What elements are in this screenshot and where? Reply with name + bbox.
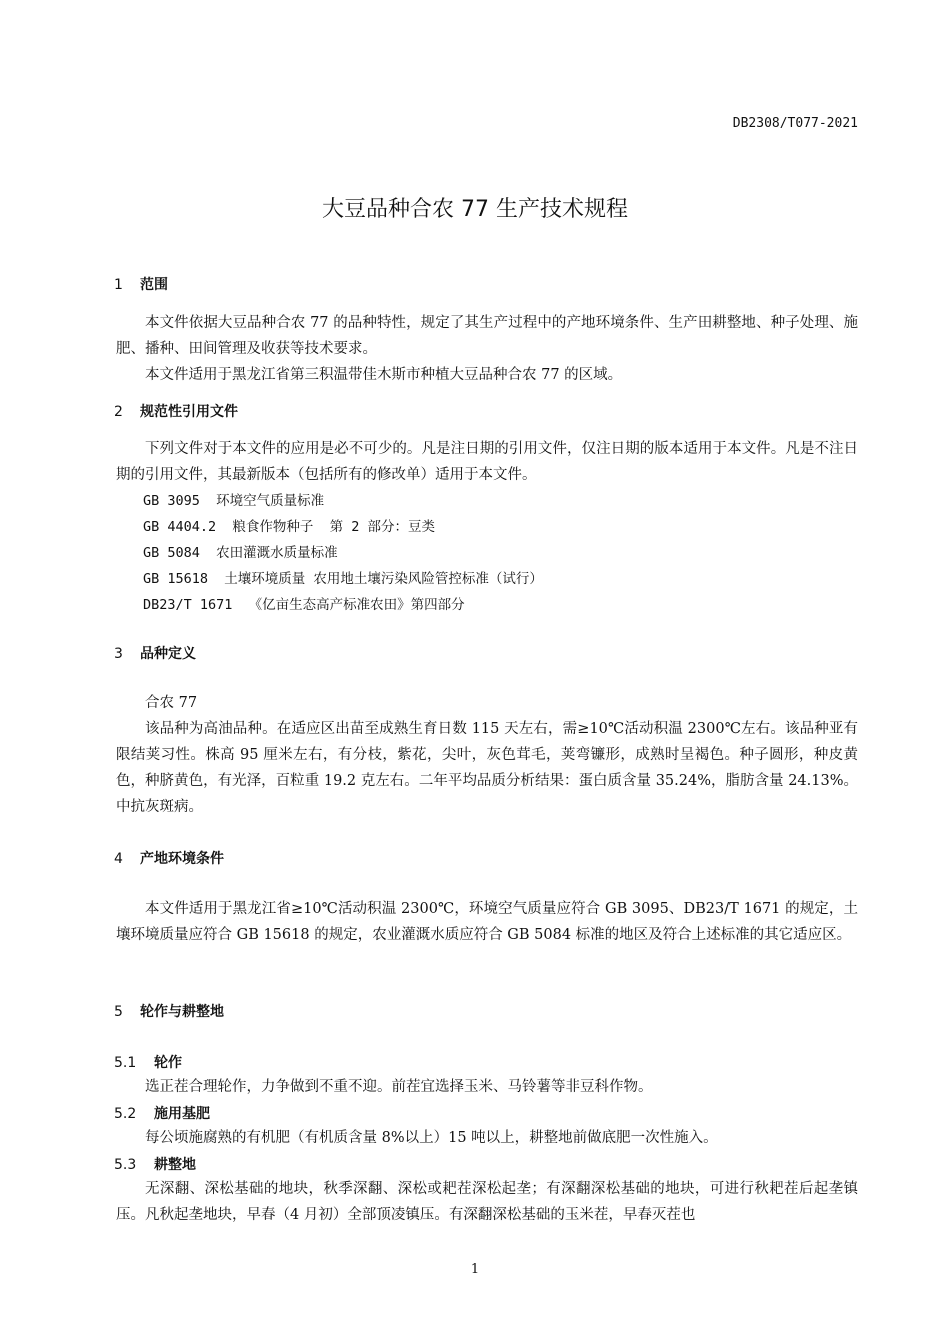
page-number: 1 xyxy=(470,1262,480,1277)
section-number: 1 xyxy=(114,277,123,293)
section-title: 品种定义 xyxy=(140,646,196,662)
subsection-5-3-heading xyxy=(114,1154,196,1174)
section-title: 规范性引用文件 xyxy=(140,404,238,420)
paragraph: 该品种为高油品种。在适应区出苗至成熟生育日数 115 天左右，需≥10℃活动积温 2300℃左右。该品种亚有限结荚习性。株高 95 厘米左右，有分枝，紫花，尖叶，灰色茸毛，荚弯镰形，成熟时呈褐色。种子圆形，种皮黄色，种脐黄色，有光泽，百粒重 19.2 克左右。二年平均品质分析结果：蛋白质含量 35.24%，脂肪含量 24.13%。中抗灰斑病。 xyxy=(116,721,858,815)
section-title: 轮作与耕整地 xyxy=(140,1004,224,1020)
subsection-number: 5.3 xyxy=(114,1157,137,1173)
section-1-body xyxy=(116,310,858,388)
subsection-number: 5.1 xyxy=(114,1055,137,1071)
subsection-5-2-body xyxy=(116,1125,858,1151)
section-title: 范围 xyxy=(140,277,168,293)
paragraph: 无深翻、深松基础的地块，秋季深翻、深松或耙茬深松起垄；有深翻深松基础的地块，可进行秋耙茬后起垄镇压。凡秋起垄地块，早春（4 月初）全部顶凌镇压。有深翻深松基础的玉米茬，早春灭茬也 xyxy=(116,1181,858,1223)
subsection-title: 轮作 xyxy=(154,1055,182,1071)
section-5-heading xyxy=(114,1001,224,1021)
paragraph: 下列文件对于本文件的应用是必不可少的。凡是注日期的引用文件，仅注日期的版本适用于本文件。凡是不注日期的引用文件，其最新版本（包括所有的修改单）适用于本文件。 xyxy=(116,441,858,483)
section-number: 4 xyxy=(114,851,123,867)
subsection-5-1-body xyxy=(116,1074,858,1100)
subsection-title: 耕整地 xyxy=(154,1157,196,1173)
reference-list xyxy=(116,488,858,618)
subsection-title: 施用基肥 xyxy=(154,1106,210,1122)
section-3-heading xyxy=(114,643,196,663)
section-title: 产地环境条件 xyxy=(140,851,224,867)
section-4-body xyxy=(116,896,858,948)
reference-item: GB 4404.2 粮食作物种子 第 2 部分：豆类 xyxy=(143,519,436,535)
paragraph: 每公顷施腐熟的有机肥（有机质含量 8%以上）15 吨以上，耕整地前做底肥一次性施入。 xyxy=(145,1130,718,1146)
reference-item: GB 3095 环境空气质量标准 xyxy=(143,493,325,509)
subsection-number: 5.2 xyxy=(114,1106,137,1122)
section-number: 5 xyxy=(114,1004,123,1020)
subsection-5-2-heading xyxy=(114,1103,210,1123)
section-4-heading xyxy=(114,848,224,868)
reference-item: DB23/T 1671 《亿亩生态高产标准农田》第四部分 xyxy=(143,597,465,613)
section-number: 3 xyxy=(114,646,123,662)
paragraph: 本文件适用于黑龙江省第三积温带佳木斯市种植大豆品种合农 77 的区域。 xyxy=(145,367,623,383)
section-3-body xyxy=(116,690,858,820)
subsection-5-3-body xyxy=(116,1176,858,1228)
paragraph: 选正茬合理轮作，力争做到不重不迎。前茬宜选择玉米、马铃薯等非豆科作物。 xyxy=(145,1079,653,1095)
section-1-heading xyxy=(114,274,168,294)
document-code: DB2308/T077-2021 xyxy=(732,116,858,131)
reference-item: GB 5084 农田灌溉水质量标准 xyxy=(143,545,338,561)
document-title: 大豆品种合农 77 生产技术规程 xyxy=(322,197,628,222)
reference-item: GB 15618 土壤环境质量 农用地土壤污染风险管控标准（试行） xyxy=(143,571,543,587)
variety-term: 合农 77 xyxy=(145,695,198,711)
paragraph: 本文件适用于黑龙江省≥10℃活动积温 2300℃，环境空气质量应符合 GB 3095、DB23/T 1671 的规定，土壤环境质量应符合 GB 15618 的规定，农业灌溉水质应符合 GB 5084 标准的地区及符合上述标准的其它适应区。 xyxy=(116,901,858,943)
section-2-body xyxy=(116,436,858,618)
section-number: 2 xyxy=(114,404,123,420)
paragraph: 本文件依据大豆品种合农 77 的品种特性，规定了其生产过程中的产地环境条件、生产田耕整地、种子处理、施肥、播种、田间管理及收获等技术要求。 xyxy=(116,315,858,357)
subsection-5-1-heading xyxy=(114,1052,182,1072)
section-2-heading xyxy=(114,401,238,421)
